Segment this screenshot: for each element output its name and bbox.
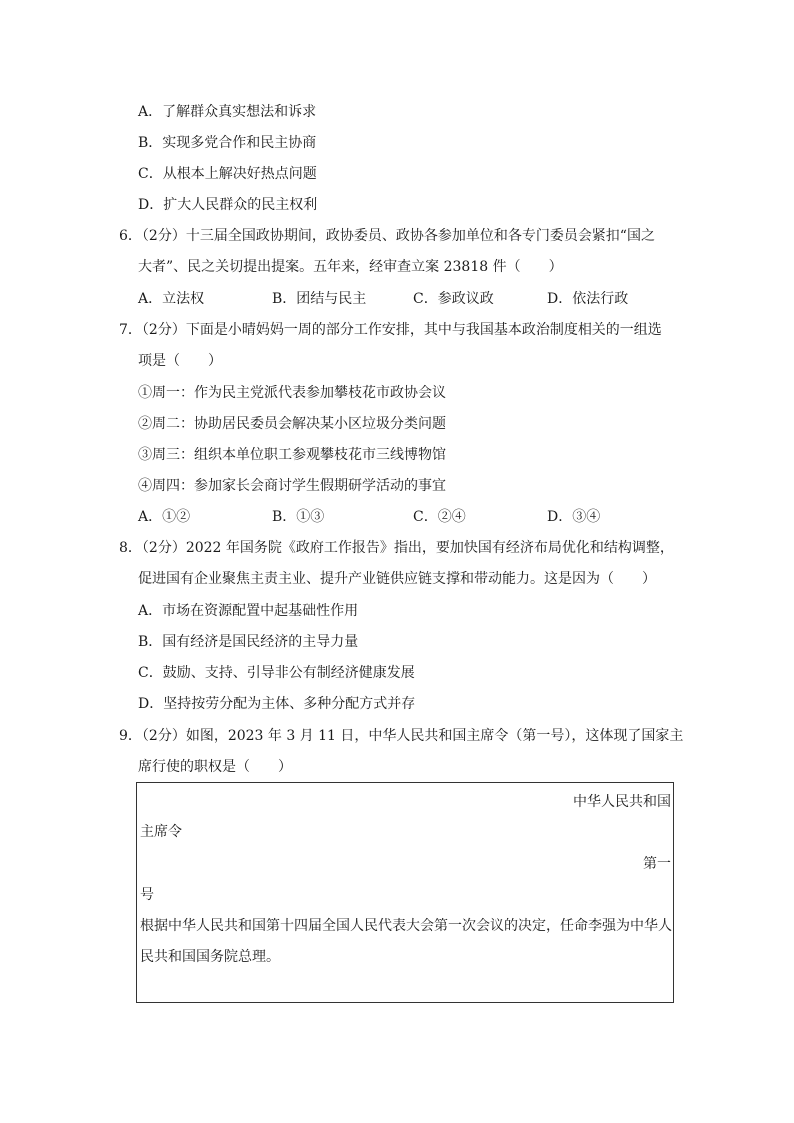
q6-stem-line2: 大者”、民之关切提出提案。五年来，经审查立案 23818 件（ ） <box>138 259 563 275</box>
q8-stem-line2: 促进国有企业聚焦主责主业、提升产业链供应链支撑和带动能力。这是因为（ ） <box>138 571 656 587</box>
q8-option-d: D．坚持按劳分配为主体、多种分配方式并存 <box>138 696 416 712</box>
q6-options-row <box>138 290 698 308</box>
q7-option-a: A．①② <box>138 509 191 525</box>
order-title-part1: 中华人民共和国 <box>573 794 671 810</box>
q7-stem-line2: 项是（ ） <box>138 353 222 369</box>
q8-stem-line1: 8．（2分）2022 年国务院《政府工作报告》指出，要加快国有经济布局优化和结构调整， <box>119 540 674 556</box>
q7-option-d: D．③④ <box>547 509 601 525</box>
q8-option-c: C．鼓励、支持、引导非公有制经济健康发展 <box>138 665 415 681</box>
order-number-part1: 第一 <box>643 856 671 872</box>
q7-item-1: ①周一：作为民主党派代表参加攀枝花市政协会议 <box>138 385 446 401</box>
q7-option-c: C．②④ <box>413 509 466 525</box>
q5-option-d: D．扩大人民群众的民主权利 <box>138 197 318 213</box>
q5-option-b: B．实现多党合作和民主协商 <box>138 135 317 151</box>
q5-option-a: A．了解群众真实想法和诉求 <box>138 104 317 120</box>
q9-stem-line1: 9．（2分）如图，2023 年 3 月 11 日，中华人民共和国主席令（第一号），这体现了国家主 <box>119 728 684 744</box>
q7-item-3: ③周三：组织本单位职工参观攀枝花市三线博物馆 <box>138 447 446 463</box>
q5-option-c: C．从根本上解决好热点问题 <box>138 166 317 182</box>
q6-option-c: C．参政议政 <box>413 291 494 307</box>
order-title-part2: 主席令 <box>140 824 182 840</box>
q7-stem-line1: 7．（2分）下面是小晴妈妈一周的部分工作安排，其中与我国基本政治制度相关的一组选 <box>119 322 662 338</box>
q6-stem-line1: 6．（2分）十三届全国政协期间，政协委员、政协各参加单位和各专门委员会紧扣“国之 <box>119 228 655 244</box>
q7-item-4: ④周四：参加家长会商讨学生假期研学活动的事宜 <box>138 478 446 494</box>
q8-option-a: A．市场在资源配置中起基础性作用 <box>138 603 359 619</box>
q6-option-b: B．团结与民主 <box>272 291 367 307</box>
q7-item-2: ②周二：协助居民委员会解决某小区垃圾分类问题 <box>138 416 446 432</box>
order-number-part2: 号 <box>140 887 154 903</box>
order-body-line1: 根据中华人民共和国第十四届全国人民代表大会第一次会议的决定，任命李强为中华人 <box>140 918 672 934</box>
q6-option-d: D．依法行政 <box>547 291 629 307</box>
q9-stem-line2: 席行使的职权是（ ） <box>138 759 292 775</box>
order-body-line2: 民共和国国务院总理。 <box>140 949 280 965</box>
q7-option-b: B．①③ <box>272 509 325 525</box>
q7-options-row <box>138 508 698 526</box>
q6-option-a: A．立法权 <box>138 291 205 307</box>
q8-option-b: B．国有经济是国民经济的主导力量 <box>138 634 359 650</box>
presidential-order-box <box>136 782 674 1003</box>
